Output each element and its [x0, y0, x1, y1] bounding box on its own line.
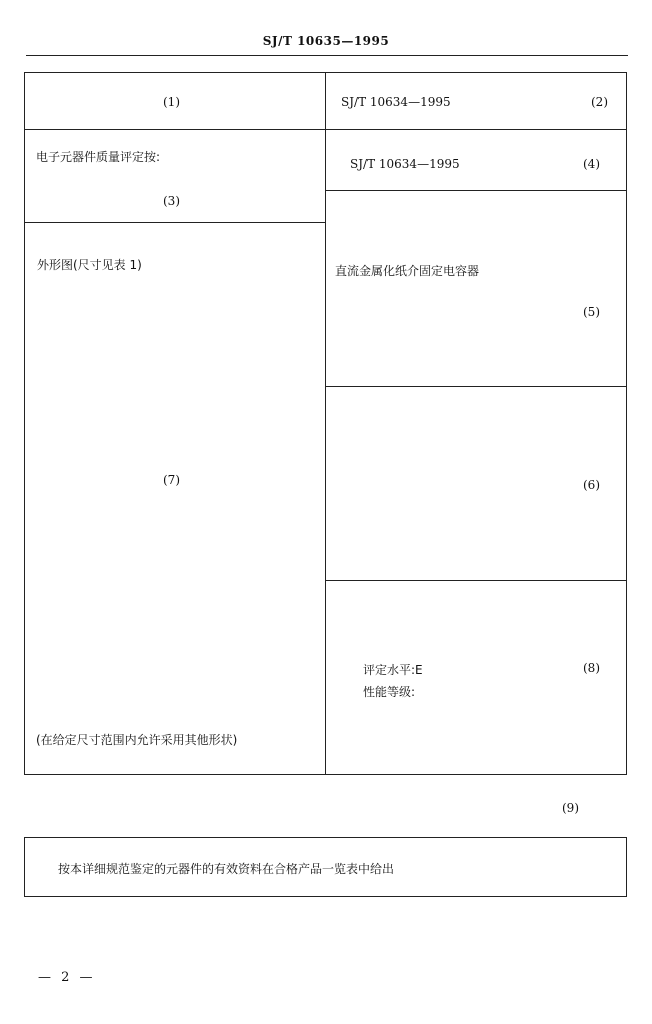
document-code-header: SJ/T 10635—1995 — [262, 34, 390, 48]
page-number: — 2 — — [38, 970, 96, 985]
cell-5-number: (5) — [583, 305, 600, 319]
table-center-divider — [325, 72, 326, 775]
row-divider-left-2 — [24, 222, 325, 223]
cell-7-number: (7) — [163, 473, 180, 487]
cell-2-number: (2) — [591, 95, 608, 109]
row-divider-left-1 — [24, 129, 325, 130]
assessment-basis-label: 电子元器件质量评定按: — [36, 150, 161, 164]
qualified-products-note: 按本详细规范鉴定的元器件的有效资料在合格产品一览表中给出 — [58, 862, 395, 876]
row-divider-right-4 — [325, 580, 627, 581]
performance-grade: 性能等级: — [363, 685, 416, 699]
header-rule — [26, 55, 628, 56]
cell-1-number: (1) — [163, 95, 180, 109]
cell-3-number: (3) — [163, 194, 180, 208]
outline-drawing-label: 外形图(尺寸见表 1) — [37, 258, 142, 272]
row-divider-right-3 — [325, 386, 627, 387]
product-name: 直流金属化纸介固定电容器 — [335, 264, 480, 278]
cell-4-standard-code: SJ/T 10634—1995 — [350, 157, 460, 171]
cell-6-number: (6) — [583, 478, 600, 492]
cell-8-number: (8) — [583, 661, 600, 675]
alternative-shape-note: (在给定尺寸范围内允许采用其他形状) — [36, 733, 238, 747]
cell-2-standard-code: SJ/T 10634—1995 — [341, 95, 451, 109]
note-9-number: (9) — [562, 801, 579, 815]
row-divider-right-1 — [325, 129, 627, 130]
cell-4-number: (4) — [583, 157, 600, 171]
row-divider-right-2 — [325, 190, 627, 191]
assessment-level: 评定水平:E — [363, 663, 423, 677]
